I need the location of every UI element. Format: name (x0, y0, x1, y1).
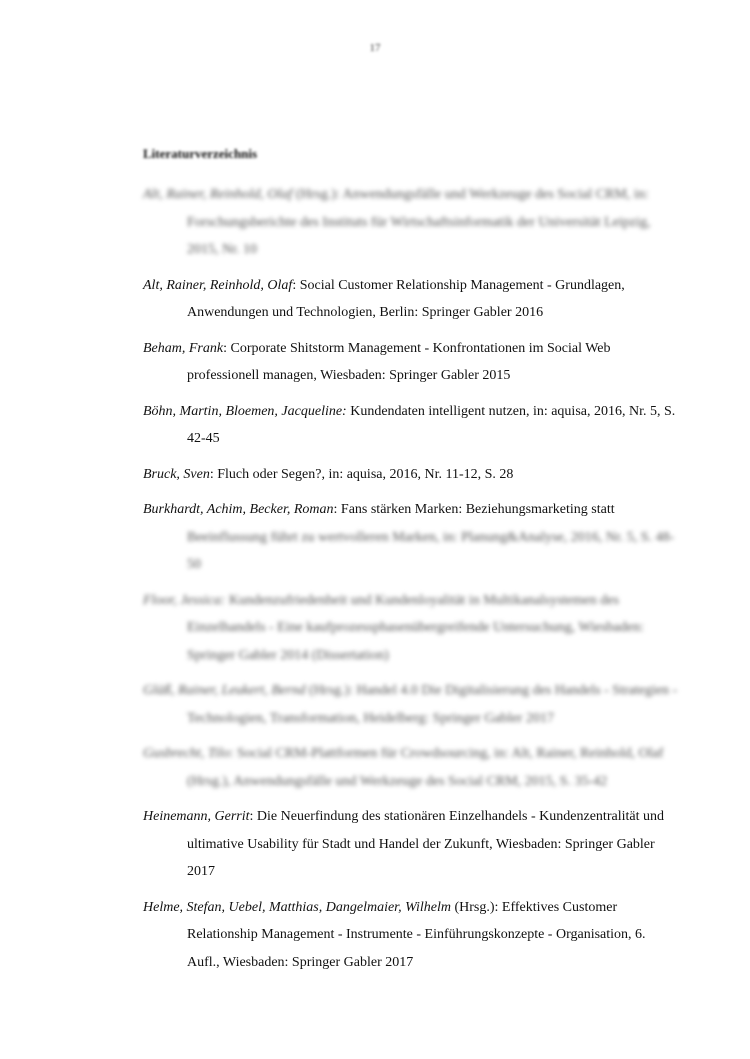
reference-text: : Die Neuerfindung des stationären Einzelhandels - Kundenzentralität und ultimative Usability für Stadt und Handel der Zukunft, Wiesbaden: Springer Gabler 2017 (187, 809, 664, 879)
reference-author: Böhn, Martin, Bloemen, Jacqueline: (143, 403, 347, 419)
reference-text: (Hrsg.): Anwendungsfälle und Werkzeuge des Social CRM, in: Forschungsberichte des Instituts für Wirtschaftsinformatik der Universität Leipzig, 2015, Nr. 10 (187, 187, 651, 257)
page-number: 17 (369, 42, 381, 54)
reference-author: Beham, Frank (143, 340, 224, 356)
reference-entry (143, 496, 678, 579)
reference-text: Kundenzufriedenheit und Kundenloyalität in Multikanalsystemen des Einzelhandels - Eine kaufprozessphasenübergreifende Untersuchung, Wiesbaden: Springer Gabler 2014 (Dissertation) (187, 592, 644, 663)
reference-author: Alt, Rainer, Reinhold, Olaf (143, 277, 293, 293)
reference-entry (143, 398, 678, 453)
reference-text-blurred: Beeinflussung führt zu wertvolleren Marken, in: Planung&Analyse, 2016, Nr. 5, S. 48-50 (187, 529, 675, 572)
reference-text: : Social CRM-Plattformen für Crowdsourcing, in: Alt, Rainer, Reinhold, Olaf (Hrsg.), Anwendungsfälle und Werkzeuge des Social CRM, 2015, S. 35-42 (187, 746, 664, 789)
reference-author: Burkhardt, Achim, Becker, Roman (143, 502, 334, 517)
reference-author: Helme, Stefan, Uebel, Matthias, Dangelmaier, Wilhelm (143, 899, 451, 915)
reference-text: : Fluch oder Segen?, in: aquisa, 2016, Nr. 11-12, S. 28 (209, 466, 514, 482)
reference-text: Kundendaten intelligent nutzen, in: aquisa, 2016, Nr. 5, S. 42-45 (187, 403, 676, 446)
reference-entry (143, 740, 678, 795)
reference-text: : Corporate Shitstorm Management - Konfrontationen im Social Web professionell managen, Wiesbaden: Springer Gabler 2015 (187, 340, 611, 383)
reference-text: (Hrsg.): Effektives Customer Relationship Management - Instrumente - Einführungskonzepte - Organisation, 6. Aufl., Wiesbaden: Springer Gabler 2017 (187, 899, 646, 970)
reference-list (143, 181, 678, 984)
page-title: Literaturverzeichnis (143, 146, 258, 161)
reference-author: Heinemann, Gerrit (143, 809, 250, 824)
reference-entry (143, 181, 678, 264)
reference-entry (143, 335, 678, 390)
reference-text: : Social Customer Relationship Management - Grundlagen, Anwendungen und Technologien, Berlin: Springer Gabler 2016 (187, 277, 625, 320)
reference-text: : Fans stärken Marken: Beziehungsmarketing statt (333, 502, 615, 517)
reference-entry (143, 894, 678, 977)
reference-author: Gläß, Rainer, Leukert, Bernd (143, 683, 306, 698)
reference-text: (Hrsg.): Handel 4.0 Die Digitalisierung des Handels - Strategien - Technologien, Transformation, Heidelberg: Springer Gabler 2017 (187, 683, 678, 726)
reference-author: Bruck, Sven (143, 466, 210, 482)
reference-author: Floor, Jessica: (143, 592, 226, 608)
reference-entry (143, 272, 678, 327)
reference-author: Gusbrecht, Tilo (143, 746, 230, 761)
reference-entry (143, 587, 678, 670)
reference-author: Alt, Rainer, Reinhold, Olaf (143, 187, 293, 202)
reference-entry (143, 461, 678, 489)
reference-entry (143, 803, 678, 886)
reference-entry (143, 677, 678, 732)
